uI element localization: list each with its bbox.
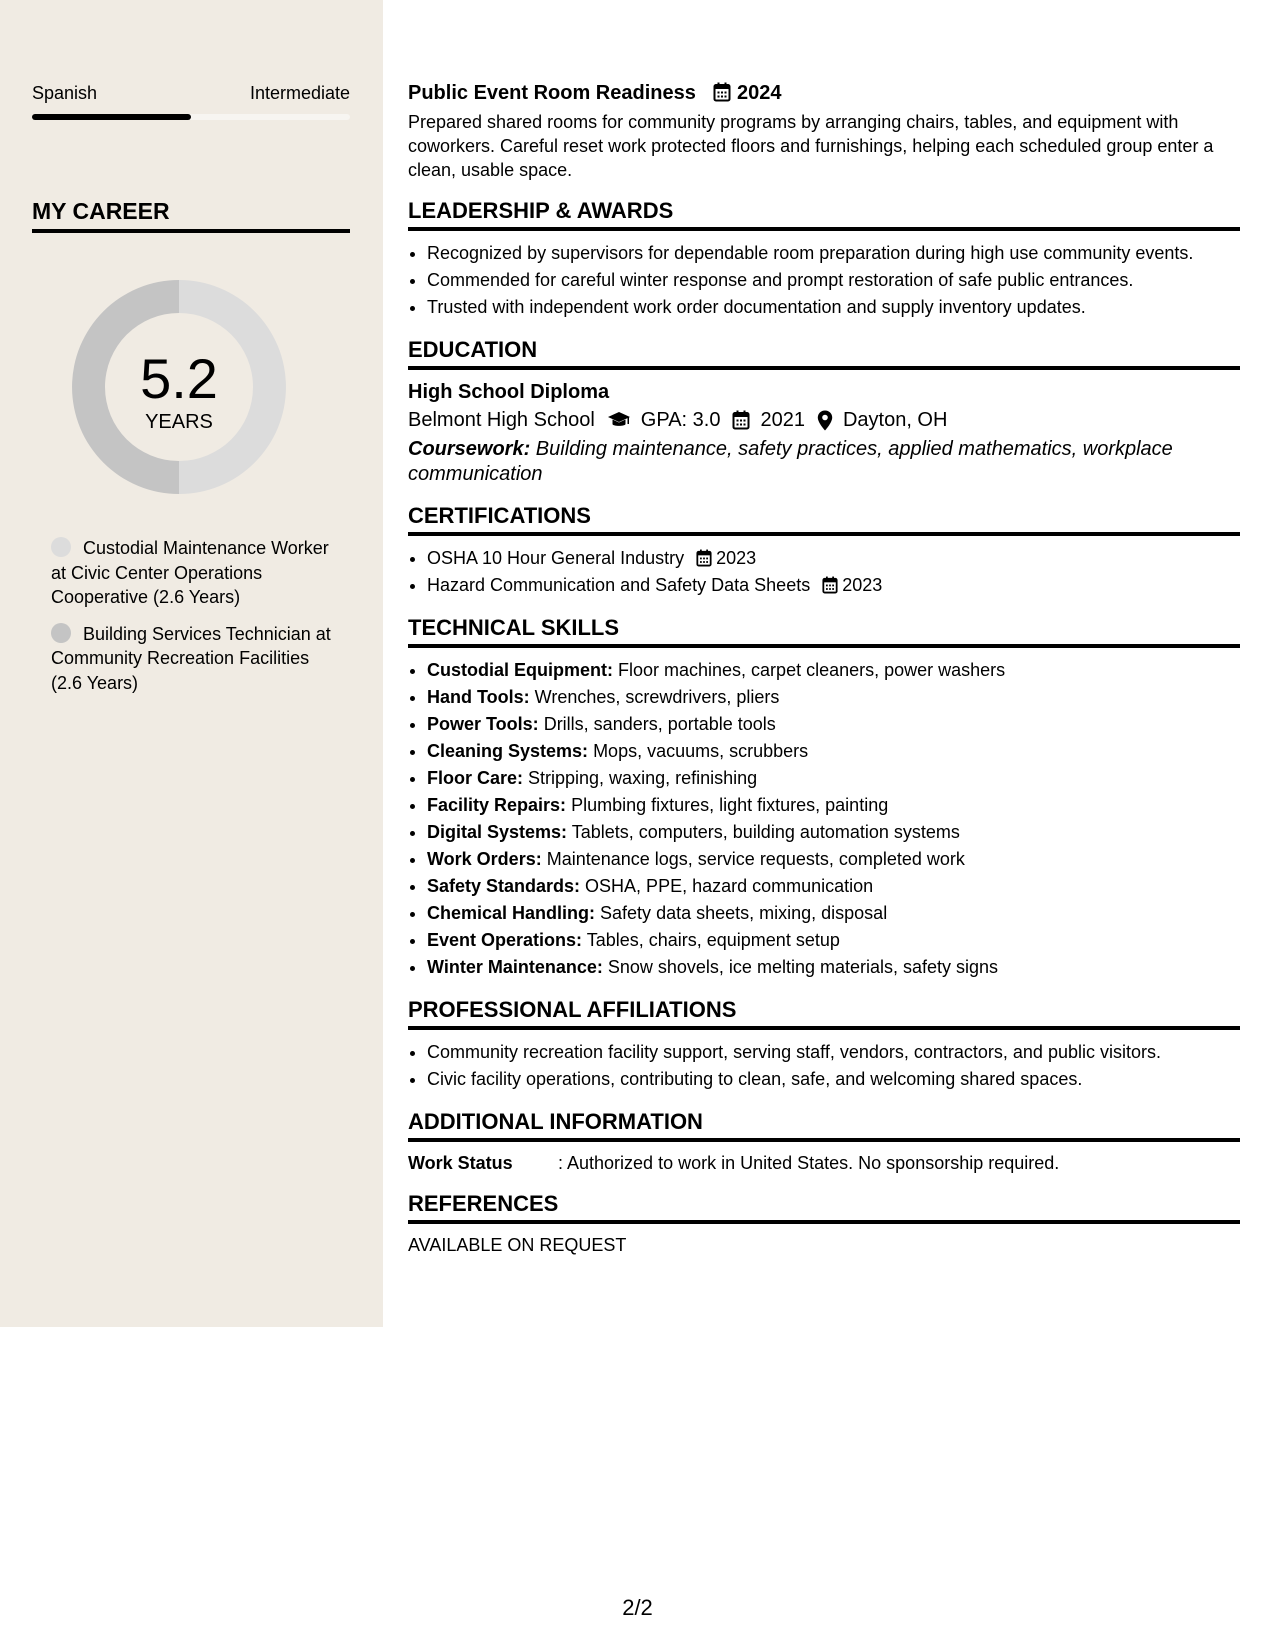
skill-label: Power Tools: xyxy=(427,714,539,734)
skill-value: Snow shovels, ice melting materials, safety signs xyxy=(602,957,999,977)
education-heading: EDUCATION xyxy=(408,337,1240,370)
education-meta xyxy=(408,405,1240,435)
page-number: 2/2 xyxy=(622,1595,653,1620)
project-title: Public Event Room Readiness xyxy=(408,82,696,104)
education-school: Belmont High School xyxy=(408,409,595,431)
sidebar xyxy=(0,0,383,1327)
career-item-text: Building Services Technician at Community Recreation Facilities (2.6 Years) xyxy=(51,623,331,693)
affiliations-heading: PROFESSIONAL AFFILIATIONS xyxy=(408,997,1240,1030)
education-coursework xyxy=(408,437,1240,487)
certification-year: 2023 xyxy=(716,548,757,568)
skill-value: Stripping, waxing, refinishing xyxy=(523,768,758,788)
leadership-list xyxy=(408,240,1240,321)
main-content xyxy=(408,80,1240,1257)
affiliations-list xyxy=(408,1039,1240,1093)
work-status-label: Work Status xyxy=(408,1153,513,1173)
career-legend-dot xyxy=(51,537,71,557)
list-item xyxy=(427,572,1240,599)
skill-label: Cleaning Systems: xyxy=(427,741,589,761)
calendar-icon xyxy=(696,549,712,567)
language-level: Intermediate xyxy=(249,83,350,103)
language-proficiency-fill xyxy=(32,114,191,120)
language-row xyxy=(32,82,350,104)
list-item xyxy=(427,927,1240,954)
skill-value: Safety data sheets, mixing, disposal xyxy=(595,903,888,923)
references-text: AVAILABLE ON REQUEST xyxy=(408,1235,627,1255)
skill-value: Tablets, computers, building automation systems xyxy=(567,822,960,842)
list-item xyxy=(427,900,1240,927)
list-item xyxy=(427,765,1240,792)
work-status-row xyxy=(408,1151,1240,1175)
skill-value: Tables, chairs, equipment setup xyxy=(582,930,840,950)
project-description: Prepared shared rooms for community programs by arranging chairs, tables, and equipment with coworkers. Careful reset work protected floors and furnishings, helping each scheduled group enter a clean, usable space. xyxy=(408,112,1214,180)
calendar-icon xyxy=(713,82,731,102)
skills-list xyxy=(408,657,1240,981)
skill-label: Floor Care: xyxy=(427,768,524,788)
career-total-years: 5.2 xyxy=(140,347,218,410)
career-item xyxy=(51,536,331,610)
language-name: Spanish xyxy=(32,83,98,103)
map-pin-icon xyxy=(817,410,833,431)
skill-label: Custodial Equipment: xyxy=(427,660,613,680)
coursework-text: Building maintenance, safety practices, applied mathematics, workplace communication xyxy=(408,438,1173,485)
list-item xyxy=(427,711,1240,738)
leadership-heading: LEADERSHIP & AWARDS xyxy=(408,198,1240,231)
career-legend-dot xyxy=(51,623,71,643)
list-item xyxy=(427,684,1240,711)
career-item xyxy=(51,622,331,696)
graduation-cap-icon xyxy=(607,411,631,429)
skills-heading: TECHNICAL SKILLS xyxy=(408,615,1240,648)
list-item: • Trusted with independent work order documentation and supply inventory updates. xyxy=(427,294,1240,321)
skill-label: Hand Tools: xyxy=(427,687,530,707)
certifications-heading: CERTIFICATIONS xyxy=(408,503,1240,536)
calendar-icon xyxy=(732,410,750,430)
list-item xyxy=(427,819,1240,846)
skill-label: Safety Standards: xyxy=(427,876,581,896)
list-item: • Commended for careful winter response and prompt restoration of safe public entrances. xyxy=(427,267,1240,294)
education-gpa: GPA: 3.0 xyxy=(640,409,721,431)
career-item-text: Custodial Maintenance Worker at Civic Center Operations Cooperative (2.6 Years) xyxy=(51,538,329,607)
skill-value: Floor machines, carpet cleaners, power washers xyxy=(613,660,1006,680)
career-total-unit: YEARS xyxy=(145,411,213,433)
list-item: • Community recreation facility support, serving staff, vendors, contractors, and public visitors. xyxy=(427,1039,1240,1066)
list-item xyxy=(427,846,1240,873)
education-degree: High School Diploma xyxy=(408,381,610,403)
certification-name: Hazard Communication and Safety Data Sheets xyxy=(427,575,811,595)
skill-value: Maintenance logs, service requests, completed work xyxy=(541,849,965,869)
coursework-label: Coursework: xyxy=(408,438,531,460)
skill-label: Digital Systems: xyxy=(427,822,568,842)
language-proficiency-bar xyxy=(32,114,350,120)
list-item: • Civic facility operations, contributing to clean, safe, and welcoming shared spaces. xyxy=(427,1066,1240,1093)
skill-value: Mops, vacuums, scrubbers xyxy=(588,741,809,761)
list-item xyxy=(427,738,1240,765)
certifications-list xyxy=(408,545,1240,599)
certification-year: 2023 xyxy=(842,575,883,595)
certification-name: OSHA 10 Hour General Industry xyxy=(427,548,685,568)
list-item: • Recognized by supervisors for dependable room preparation during high use community events. xyxy=(427,240,1240,267)
skill-value: Drills, sanders, portable tools xyxy=(538,714,776,734)
calendar-icon xyxy=(822,576,838,594)
career-list xyxy=(51,536,331,707)
education-year: 2021 xyxy=(760,409,805,431)
career-heading: MY CAREER xyxy=(32,197,350,233)
list-item xyxy=(427,954,1240,981)
skill-value: Plumbing fixtures, light fixtures, painting xyxy=(566,795,889,815)
additional-heading: ADDITIONAL INFORMATION xyxy=(408,1109,1240,1142)
skill-label: Work Orders: xyxy=(427,849,542,869)
skill-value: OSHA, PPE, hazard communication xyxy=(580,876,874,896)
list-item xyxy=(427,873,1240,900)
project-year: 2024 xyxy=(736,82,782,104)
skill-label: Chemical Handling: xyxy=(427,903,596,923)
project-title-row xyxy=(408,80,1240,106)
skill-label: Event Operations: xyxy=(427,930,583,950)
work-status-value: : Authorized to work in United States. No sponsorship required. xyxy=(558,1153,1060,1173)
skill-label: Winter Maintenance: xyxy=(427,957,603,977)
skill-value: Wrenches, screwdrivers, pliers xyxy=(529,687,780,707)
references-heading: REFERENCES xyxy=(408,1191,1240,1224)
list-item xyxy=(427,792,1240,819)
skill-label: Facility Repairs: xyxy=(427,795,567,815)
list-item xyxy=(427,545,1240,572)
education-location: Dayton, OH xyxy=(842,409,948,431)
list-item xyxy=(427,657,1240,684)
